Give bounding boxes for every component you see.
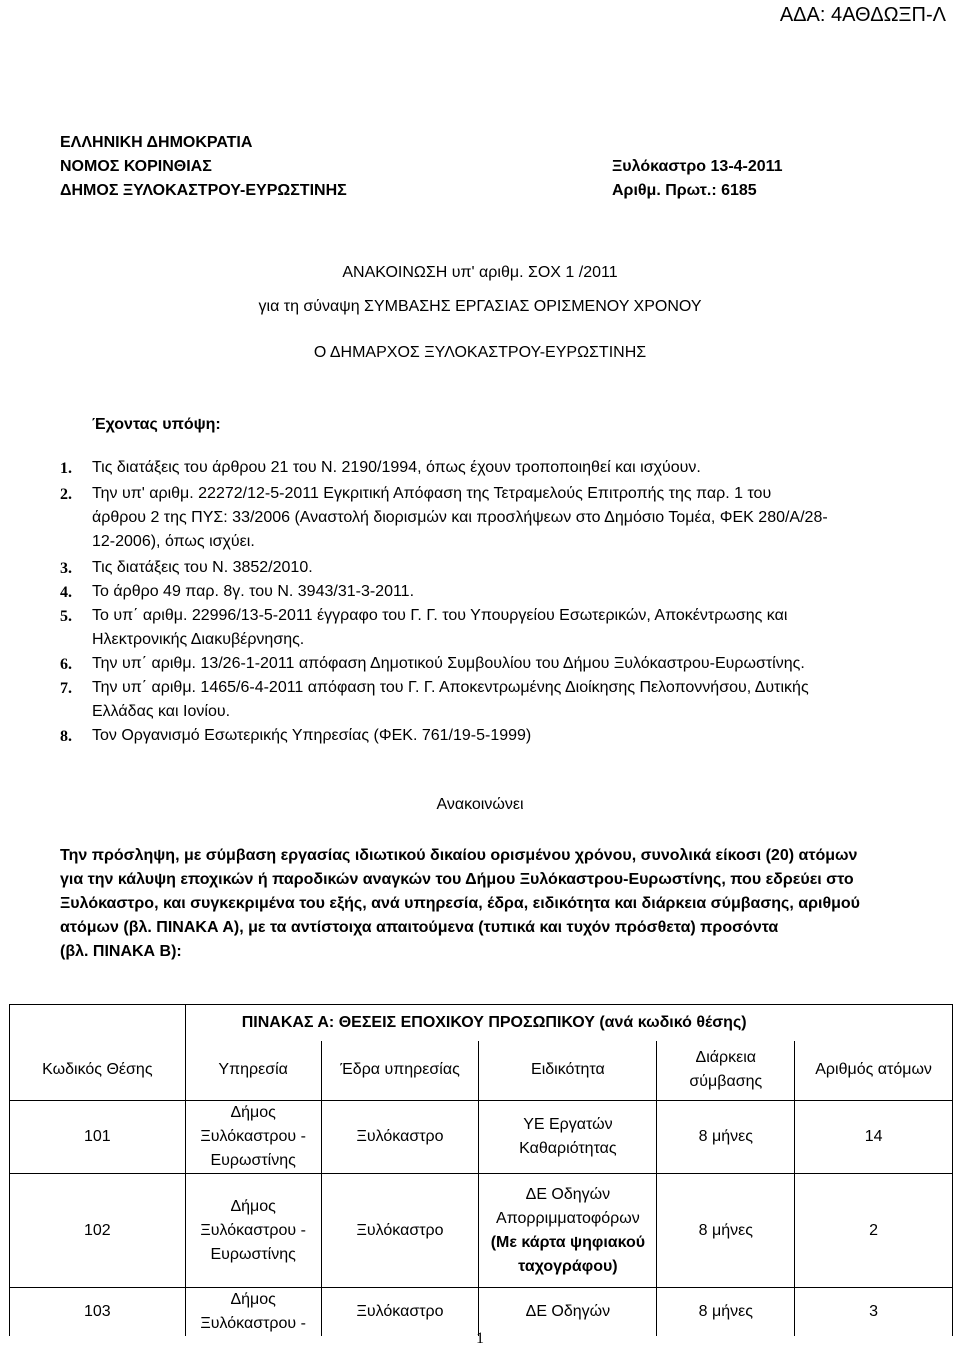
- cell-duration: 8 μήνες: [657, 1101, 795, 1174]
- header-prefecture: ΝΟΜΟΣ ΚΟΡΙΝΘΙΑΣ: [60, 158, 212, 175]
- specialty-note: (Με κάρτα ψηφιακού ταχογράφου): [490, 1233, 646, 1275]
- announcement-subtitle: για τη σύναψη ΣΥΜΒΑΣΗΣ ΕΡΓΑΣΙΑΣ ΟΡΙΣΜΕΝΟΥ ΧΡΟΝΟΥ: [258, 298, 702, 315]
- header-persons: Αριθμός ατόμων: [795, 1041, 953, 1101]
- header-duration: Διάρκεια σύμβασης: [657, 1041, 795, 1101]
- header-republic: ΕΛΛΗΝΙΚΗ ΔΗΜΟΚΡΑΤΙΑ: [60, 134, 253, 151]
- list-item: Το άρθρο 49 παρ. 8γ. του Ν. 3943/31-3-2011.: [92, 583, 415, 600]
- item-number: 5.: [60, 608, 72, 625]
- mayor-heading: Ο ΔΗΜΑΡΧΟΣ ΞΥΛΟΚΑΣΤΡΟΥ-ΕΥΡΩΣΤΙΝΗΣ: [313, 344, 647, 361]
- table-row: [10, 1101, 953, 1174]
- list-item: Την υπ΄ αριθμ. 13/26-1-2011 απόφαση Δημοτικού Συμβουλίου του Δήμου Ξυλόκαστρου-Ευρωστίνης.: [92, 655, 805, 672]
- announces-heading: Ανακοινώνει: [436, 796, 524, 813]
- list-item: Τις διατάξεις του άρθρου 21 του Ν. 2190/1994, όπως έχουν τροποποιηθεί και ισχύουν.: [92, 459, 701, 476]
- item-number: 8.: [60, 728, 72, 745]
- intro-paragraph: Την πρόσληψη, με σύμβαση εργασίας ιδιωτικού δικαίου ορισμένου χρόνου, συνολικά είκοσι (20) ατόμων για την κάλυψη εποχικών ή παροδικών αναγκών του Δήμου Ξυλόκαστρου-Ευρωστίνης, που εδρεύει στο Ξυλόκαστρο, και συγκεκριμένα του εξής, ανά υπηρεσία, έδρα, ειδικότητα και διάρκεια σύμβασης, αριθμού ατόμων (βλ. ΠΙΝΑΚΑ Α), με τα αντίστοιχα απαιτούμενα (τυπικά και τυχόν πρόσθετα) προσόντα (βλ. ΠΙΝΑΚΑ Β):: [60, 847, 860, 960]
- cell-persons: 14: [795, 1101, 953, 1174]
- cell-duration: 8 μήνες: [657, 1288, 795, 1337]
- cell-code: 103: [10, 1288, 186, 1337]
- document-date: Ξυλόκαστρο 13-4-2011: [612, 158, 783, 175]
- list-item: Τις διατάξεις του Ν. 3852/2010.: [92, 559, 313, 576]
- cell-service: Δήμος Ξυλόκαστρου - Ευρωστίνης: [185, 1174, 321, 1288]
- cell-duration: 8 μήνες: [657, 1174, 795, 1288]
- cell-specialty: ΔΕ Οδηγών Απορριμματοφόρων (Με κάρτα ψηφιακού ταχογράφου): [479, 1174, 657, 1288]
- header-municipality: ΔΗΜΟΣ ΞΥΛΟΚΑΣΤΡΟΥ-ΕΥΡΩΣΤΙΝΗΣ: [60, 182, 347, 199]
- cell-seat: Ξυλόκαστρο: [321, 1288, 479, 1337]
- item-number: 1.: [60, 460, 72, 477]
- item-number: 6.: [60, 656, 72, 673]
- item-number: 2.: [60, 486, 72, 503]
- cell-specialty: ΔΕ Οδηγών: [479, 1288, 657, 1337]
- item-number: 4.: [60, 584, 72, 601]
- cell-seat: Ξυλόκαστρο: [321, 1174, 479, 1288]
- cell-code: 101: [10, 1101, 186, 1174]
- list-item: Το υπ΄ αριθμ. 22996/13-5-2011 έγγραφο του Γ. Γ. του Υπουργείου Εσωτερικών, Αποκέντρωσης και Ηλεκτρονικής Διακυβέρνησης.: [92, 607, 788, 648]
- item-number: 7.: [60, 680, 72, 697]
- list-item: Την υπ' αριθμ. 22272/12-5-2011 Εγκριτική Απόφαση της Τετραμελούς Επιτροπής της παρ. 1 του άρθρου 2 της ΠΥΣ: 33/2006 (Αναστολή διορισμών και προσλήψεων στο Δημόσιο Τομέα, ΦΕΚ 280/Α/28- 12-2006), όπως ισχύει.: [92, 485, 828, 550]
- protocol-number: Αριθμ. Πρωτ.: 6185: [612, 182, 757, 199]
- cell-service: Δήμος Ξυλόκαστρου - Ευρωστίνης: [185, 1101, 321, 1174]
- header-code: Κωδικός Θέσης: [10, 1041, 186, 1101]
- list-item: Τον Οργανισμό Εσωτερικής Υπηρεσίας (ΦΕΚ. 761/19-5-1999): [92, 727, 532, 744]
- header-specialty: Ειδικότητα: [479, 1041, 657, 1101]
- cell-persons: 3: [795, 1288, 953, 1337]
- ada-code: ΑΔΑ: 4ΑΘΔΩΞΠ-Λ: [779, 4, 946, 26]
- table-header-row: [10, 1041, 953, 1101]
- cell-code: 102: [10, 1174, 186, 1288]
- cell-persons: 2: [795, 1174, 953, 1288]
- cell-service: Δήμος Ξυλόκαστρου -: [185, 1288, 321, 1337]
- table-row: [10, 1174, 953, 1288]
- header-service: Υπηρεσία: [185, 1041, 321, 1101]
- announcement-title: ΑΝΑΚΟΙΝΩΣΗ υπ' αριθμ. ΣΟΧ 1 /2011: [342, 264, 618, 281]
- positions-table: [9, 1004, 953, 1336]
- cell-seat: Ξυλόκαστρο: [321, 1101, 479, 1174]
- list-item: Την υπ΄ αριθμ. 1465/6-4-2011 απόφαση του Γ. Γ. Αποκεντρωμένης Διοίκησης Πελοποννήσου, Δυτικής Ελλάδας και Ιονίου.: [92, 679, 809, 720]
- header-seat: Έδρα υπηρεσίας: [321, 1041, 479, 1101]
- table-caption: ΠΙΝΑΚΑΣ Α: ΘΕΣΕΙΣ ΕΠΟΧΙΚΟΥ ΠΡΟΣΩΠΙΚΟΥ (ανά κωδικό θέσης): [185, 1005, 952, 1041]
- page-number: 1: [476, 1330, 484, 1347]
- considering-heading: Έχοντας υπόψη:: [92, 416, 221, 433]
- cell-specialty: ΥΕ Εργατών Καθαριότητας: [479, 1101, 657, 1174]
- table-row: [10, 1288, 953, 1337]
- item-number: 3.: [60, 560, 72, 577]
